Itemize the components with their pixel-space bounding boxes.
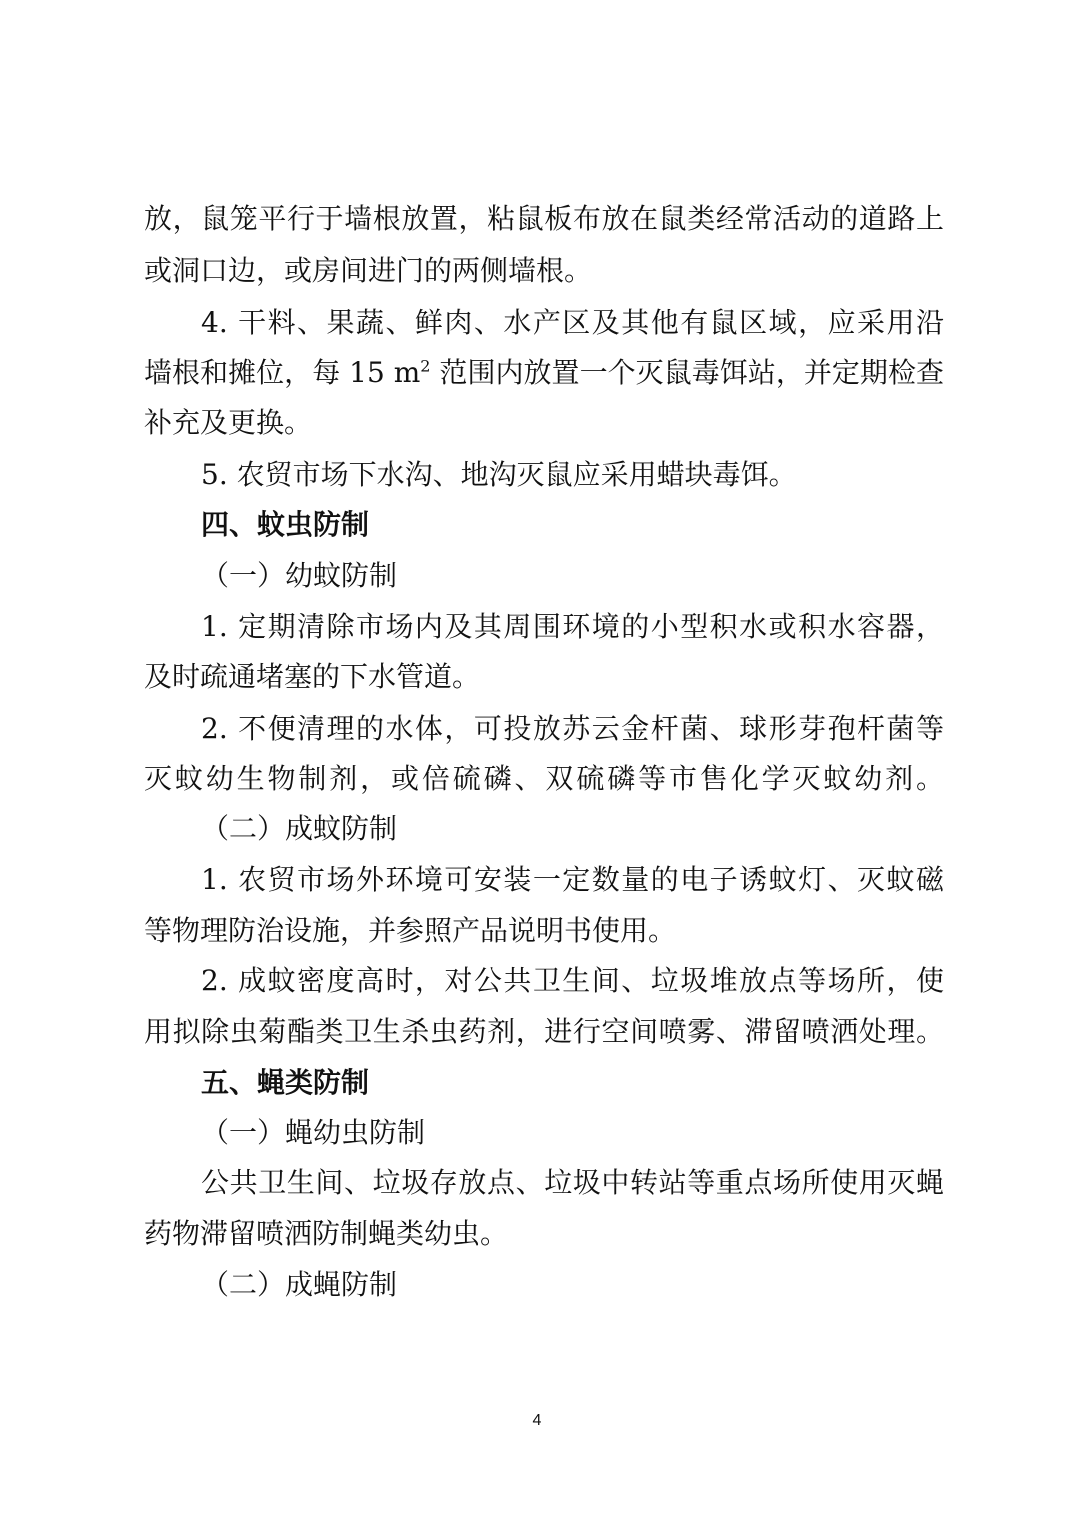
page-number: 4 [532,1412,542,1429]
subsection-heading: （一）蝇幼虫防制 [201,1116,426,1149]
subsection-heading: （一）幼蚊防制 [201,559,398,592]
list-item-line: 2. 不便清理的水体，可投放苏云金杆菌、球形芽孢杆菌等 [201,712,944,745]
body-text-line: 用拟除虫菊酯类卫生杀虫药剂，进行空间喷雾、滞留喷洒处理。 [144,1015,944,1048]
list-item-line: 1. 农贸市场外环境可安装一定数量的电子诱蚊灯、灭蚊磁 [201,863,944,896]
list-item-line: 1. 定期清除市场内及其周围环境的小型积水或积水容器， [201,610,944,643]
body-text-line: 药物滞留喷洒防制蝇类幼虫。 [144,1217,509,1250]
body-text-line: 及时疏通堵塞的下水管道。 [144,660,481,693]
superscript: 2 [420,356,431,376]
list-item-line: 4. 干料、果蔬、鲜肉、水产区及其他有鼠区域，应采用沿 [201,306,944,339]
subsection-heading: （二）成蝇防制 [201,1268,398,1301]
text-segment: 墙根和摊位，每 15 m [144,356,421,389]
body-text-line: 灭蚊幼生物制剂，或倍硫磷、双硫磷等市售化学灭蚊幼剂。 [144,762,944,795]
paragraph-line: 公共卫生间、垃圾存放点、垃圾中转站等重点场所使用灭蝇 [201,1166,944,1199]
subsection-heading: （二）成蚊防制 [201,812,398,845]
section-heading: 五、蝇类防制 [201,1066,370,1099]
body-text-line: 等物理防治设施，并参照产品说明书使用。 [144,914,677,947]
list-item-line: 2. 成蚊密度高时，对公共卫生间、垃圾堆放点等场所，使 [201,964,944,997]
body-text-line [144,356,944,390]
body-text-line: 或洞口边，或房间进门的两侧墙根。 [144,254,593,287]
body-text-line: 补充及更换。 [144,406,313,439]
text-segment: 范围内放置一个灭鼠毒饵站，并定期检查 [430,356,945,389]
list-item-line: 5. 农贸市场下水沟、地沟灭鼠应采用蜡块毒饵。 [201,458,797,491]
body-text-line: 放，鼠笼平行于墙根放置，粘鼠板布放在鼠类经常活动的道路上 [144,202,944,235]
section-heading: 四、蚊虫防制 [201,508,370,541]
